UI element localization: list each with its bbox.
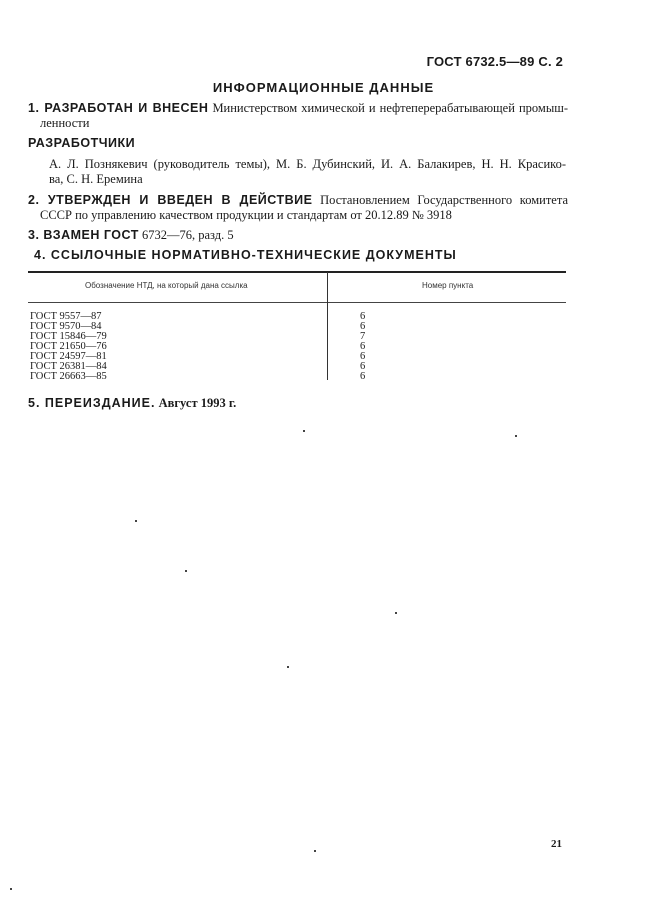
- page-number: 21: [551, 838, 562, 850]
- section-5-text: Август 1993 г.: [158, 396, 237, 410]
- developers-line-1: А. Л. Познякевич (руководитель темы), М. Б. Дубинский, И. А. Балакирев, Н. Н. Красико-: [49, 157, 566, 171]
- table-row-doc: ГОСТ 24597—81: [30, 351, 107, 362]
- scan-speck: [515, 435, 517, 437]
- table-top-rule: [28, 271, 566, 273]
- scan-speck: [314, 850, 316, 852]
- table-row-item: 6: [360, 311, 366, 322]
- scan-speck: [287, 666, 289, 668]
- section-2-text-cont: СССР по управлению качеством продукции и стандартам от 20.12.89 № 3918: [40, 208, 452, 222]
- section-1-label: 1. РАЗРАБОТАН И ВНЕСЕН: [28, 101, 209, 115]
- section-3-text: 6732—76, разд. 5: [142, 228, 234, 242]
- developers-list: [49, 157, 566, 187]
- scan-speck: [395, 612, 397, 614]
- table-row-doc: ГОСТ 9570—84: [30, 321, 102, 332]
- scan-speck: [135, 520, 137, 522]
- table-header-rule: [28, 302, 566, 303]
- section-1-text: Министерством химической и нефтеперерабатывающей промыш-: [212, 101, 569, 115]
- section-1: [28, 101, 568, 131]
- scan-speck: [303, 430, 305, 432]
- scan-speck: [10, 888, 12, 890]
- table-row-item: 6: [360, 371, 366, 382]
- section-2: [28, 193, 568, 223]
- table-row-doc: ГОСТ 9557—87: [30, 311, 102, 322]
- section-2-label: 2. УТВЕРЖДЕН И ВВЕДЕН В ДЕЙСТВИЕ: [28, 193, 313, 207]
- page-title: ИНФОРМАЦИОННЫЕ ДАННЫЕ: [212, 80, 435, 95]
- table-row-item: 6: [360, 361, 366, 372]
- scan-speck: [185, 570, 187, 572]
- developers-heading: РАЗРАБОТЧИКИ: [28, 136, 136, 150]
- section-3: [28, 228, 568, 243]
- table-header-document: Обозначение НТД, на который дана ссылка: [85, 281, 248, 290]
- table-row-item: 6: [360, 341, 366, 352]
- section-4: [34, 248, 574, 263]
- table-item-column: [360, 312, 365, 382]
- table-row-doc: ГОСТ 15846—79: [30, 331, 107, 342]
- table-row-doc: ГОСТ 26663—85: [30, 371, 107, 382]
- section-5: [28, 396, 568, 411]
- developers-line-2: ва, С. Н. Еремина: [49, 172, 143, 186]
- table-row-doc: ГОСТ 26381—84: [30, 361, 107, 372]
- section-4-label: 4. ССЫЛОЧНЫЕ НОРМАТИВНО-ТЕХНИЧЕСКИЕ ДОКУМЕНТЫ: [34, 248, 457, 262]
- section-5-label: 5. ПЕРЕИЗДАНИЕ.: [28, 396, 156, 410]
- section-2-text: Постановлением Государственного комитета: [320, 193, 569, 207]
- table-header-item: Номер пункта: [422, 281, 474, 290]
- section-3-label: 3. ВЗАМЕН ГОСТ: [28, 228, 139, 242]
- table-row-item: 7: [360, 331, 366, 342]
- table-row-item: 6: [360, 321, 366, 332]
- table-column-divider: [327, 272, 328, 380]
- table-doc-column: [30, 312, 107, 382]
- document-code: ГОСТ 6732.5—89 С. 2: [426, 54, 563, 69]
- table-row-item: 6: [360, 351, 366, 362]
- section-1-text-cont: ленности: [40, 116, 90, 130]
- table-row-doc: ГОСТ 21650—76: [30, 341, 107, 352]
